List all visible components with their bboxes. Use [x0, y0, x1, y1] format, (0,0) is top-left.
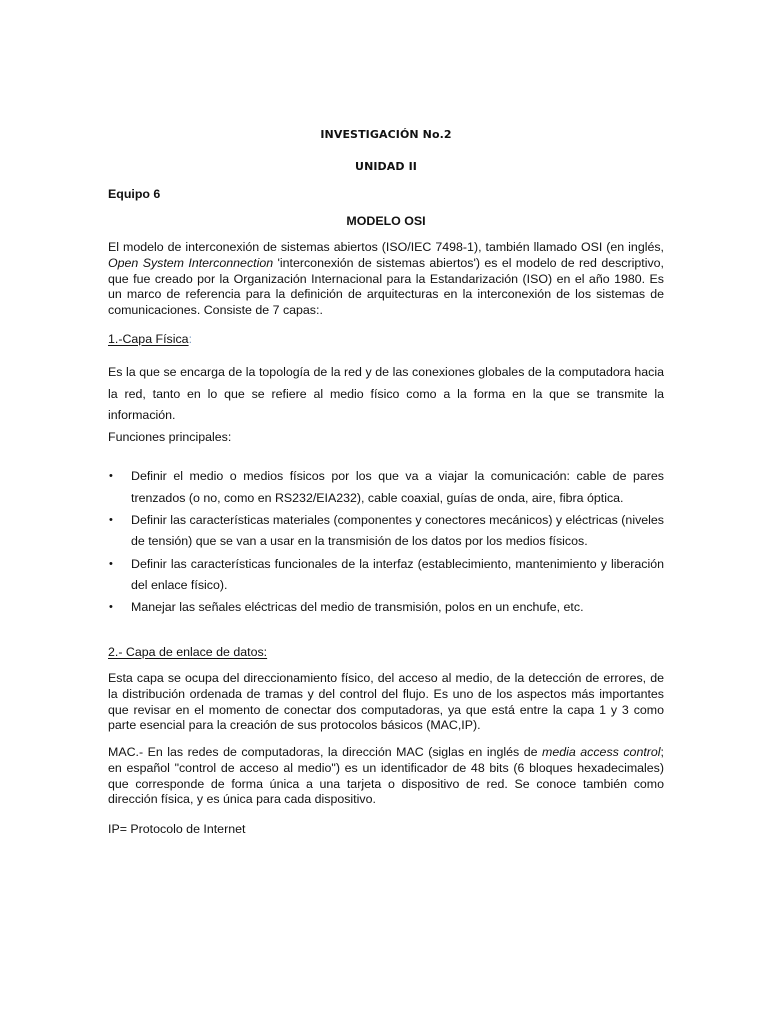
- functions-label: Funciones principales:: [108, 430, 232, 444]
- intro-italic-term: Open System Interconnection: [108, 255, 274, 270]
- layer1-heading: [108, 332, 664, 346]
- function-text: Definir el medio o medios físicos por los que va a viajar la comunicación: cable de pares trenzados (o no, como en RS232/EIA232), cable coaxial, guías de onda, aire, fibra óptica.: [131, 469, 664, 505]
- unit-title: UNIDAD II: [355, 160, 417, 173]
- ip-line: IP= Protocolo de Internet: [108, 822, 246, 836]
- bullet-icon: •: [109, 601, 113, 614]
- list-item: [108, 510, 664, 553]
- layer2-description: Esta capa se ocupa del direccionamiento físico, del acceso al medio, de la detección de errores, de la distribución ordenada de tramas y del control del flujo. Es uno de los aspectos más importantes que revisar en el momento de conectar dos computadoras, ya que está entre la capa 1 y 3 como parte esencial para la creación de sus protocolos básicos (MAC,IP).: [108, 671, 664, 733]
- document-page: [108, 0, 664, 1024]
- list-item: [108, 554, 664, 597]
- mac-paragraph: [108, 745, 664, 808]
- list-item: [108, 466, 664, 509]
- function-text: Definir las características materiales (componentes y conectores mecánicos) y eléctricas (niveles de tensión) que se van a usar en la transmisión de los datos por los medios físicos.: [131, 512, 664, 549]
- function-text: Manejar las señales eléctricas del medio de transmisión, polos en un enchufe, etc.: [131, 600, 584, 615]
- document-title: INVESTIGACIÓN No.2: [320, 128, 452, 141]
- function-text: Definir las características funcionales de la interfaz (establecimiento, mantenimiento y liberación del enlace físico).: [131, 556, 664, 593]
- mac-text-1: MAC.- En las redes de computadoras, la dirección MAC (siglas en inglés de: [108, 745, 543, 759]
- team-label: Equipo 6: [108, 187, 161, 201]
- mac-italic-term: media access control: [542, 745, 661, 759]
- section-title: MODELO OSI: [346, 214, 426, 228]
- bullet-icon: •: [109, 470, 113, 482]
- functions-list: [108, 466, 664, 620]
- layer1-description: Es la que se encarga de la topología de la red y de las conexiones globales de la computadora hacia la red, tanto en lo que se refiere al medio físico como a la forma en la que se transmite la información.: [108, 365, 664, 423]
- list-item: [108, 597, 664, 619]
- bullet-icon: •: [109, 557, 113, 570]
- layer1-heading-text: 1.-Capa Física: [108, 332, 189, 346]
- layer2-heading-text: 2.- Capa de enlace de datos:: [108, 645, 268, 659]
- intro-text-1: El modelo de interconexión de sistemas abiertos (ISO/IEC 7498-1), también llamado OSI (en inglés,: [108, 240, 664, 254]
- mac-text-2: ; en español "control de acceso al medio") es un identificador de 48 bits (6 bloques hexadecimales) que corresponde de forma única a una tarjeta o dispositivo de red. Se conoce también como dirección física, y es única para cada dispositivo.: [108, 745, 664, 807]
- intro-paragraph: [108, 240, 664, 319]
- layer2-heading: [108, 645, 664, 659]
- layer1-heading-colon: :: [188, 332, 193, 346]
- bullet-icon: •: [109, 513, 113, 526]
- intro-text-2: 'interconexión de sistemas abiertos') es el modelo de red descriptivo, que fue creado por la Organización Internacional para la Estandarización (ISO) en el año 1980. Es un marco de referencia para la definición de arquitecturas en la interconexión de los sistemas de comunicaciones. Consiste de 7 capas:.: [108, 255, 664, 318]
